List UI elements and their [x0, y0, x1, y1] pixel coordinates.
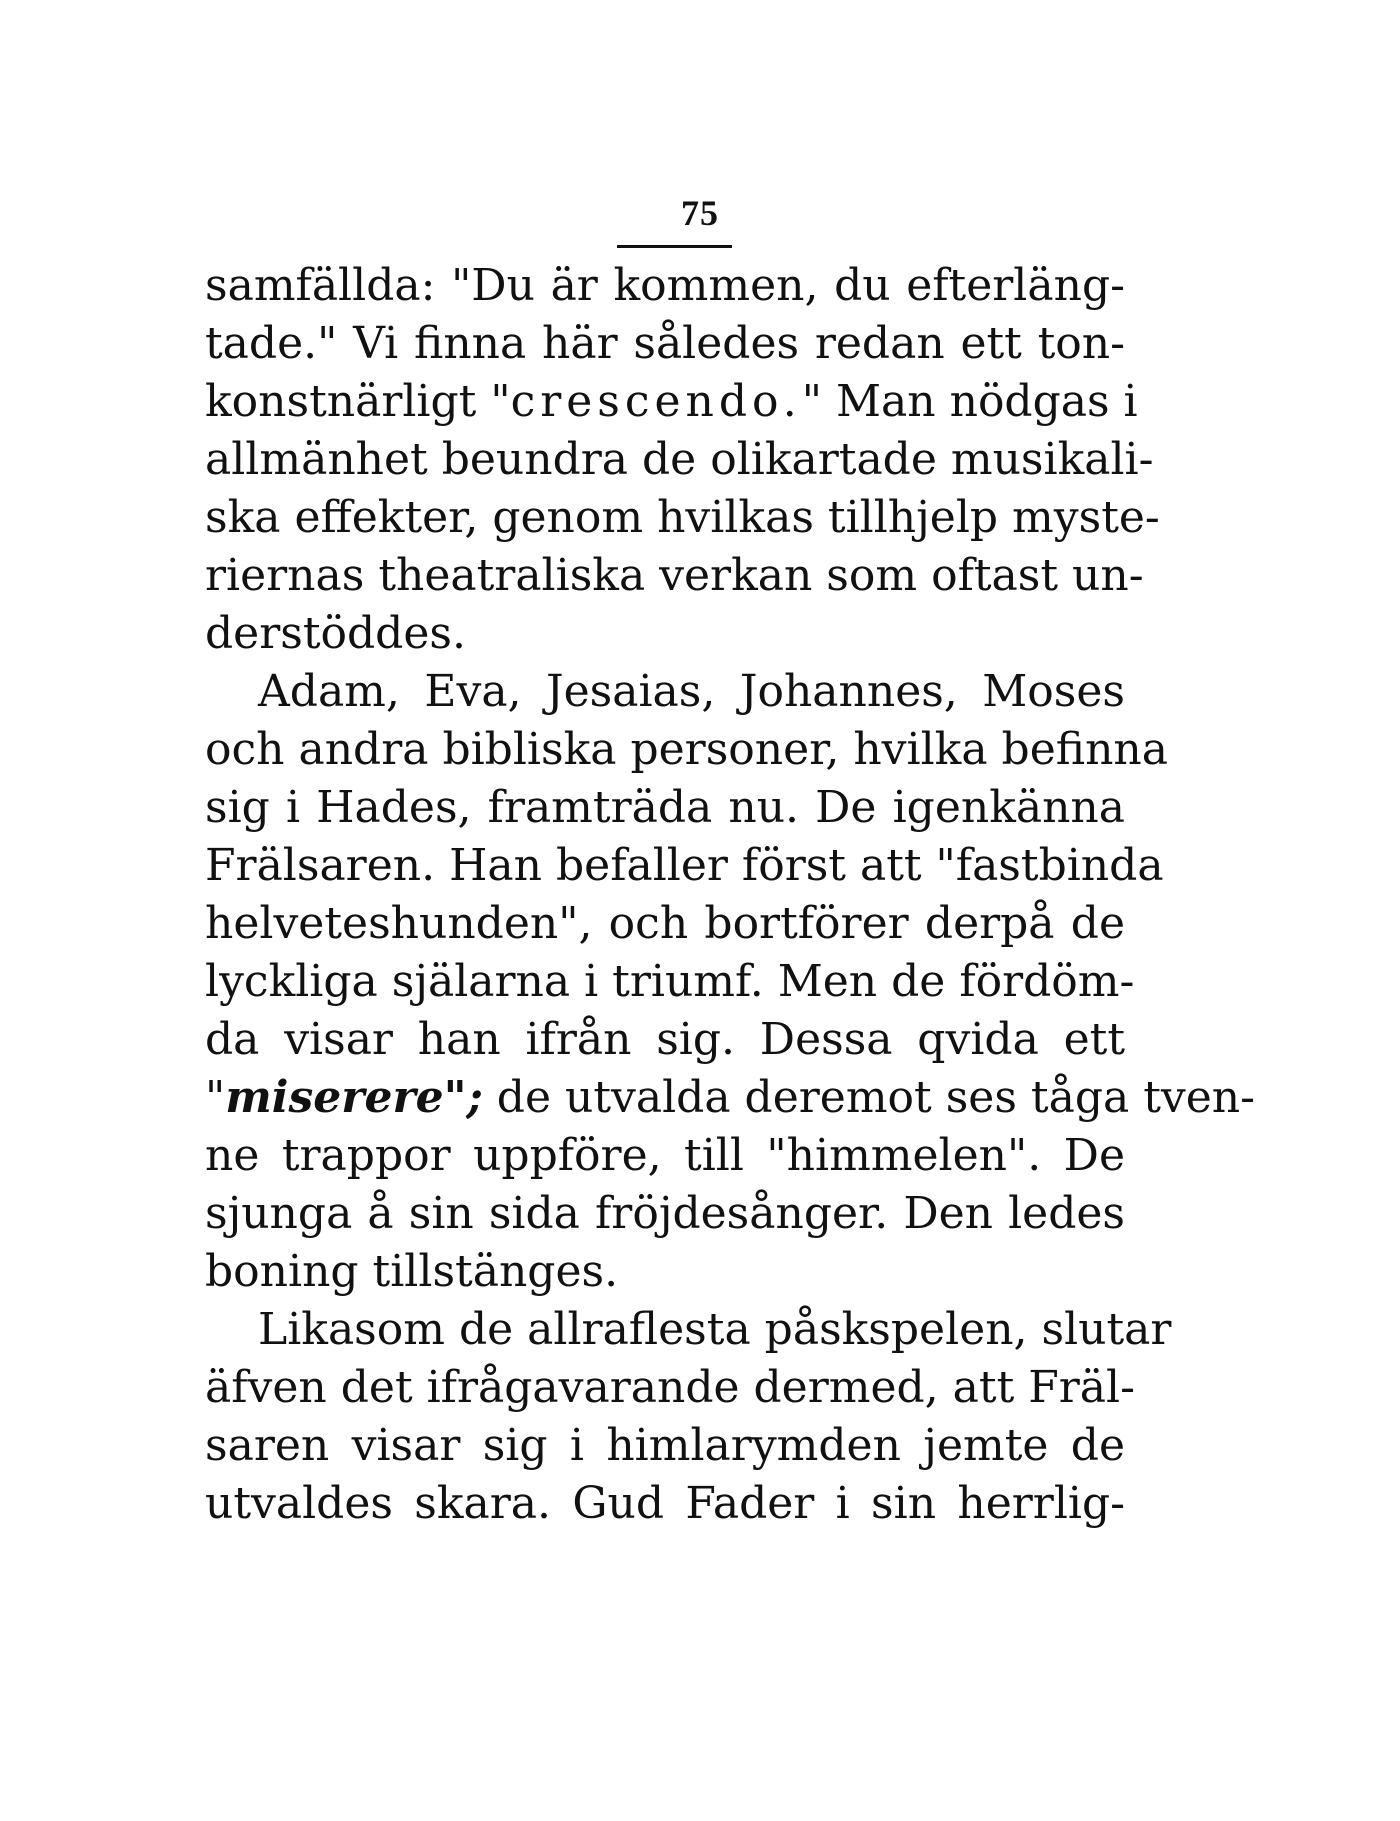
text-line: allmänhet beundra de olikartade musikali-	[205, 434, 1154, 485]
page-number-rule	[617, 245, 732, 248]
page-number: 75	[681, 193, 719, 233]
text-segment: tade." Vi finna här således redan ett ton-	[205, 318, 1125, 369]
text-segment: konstnärligt "	[205, 376, 511, 427]
text-line: saren visar sig i himlarymden jemte de	[205, 1420, 1125, 1471]
text-line: derstöddes.	[205, 608, 466, 659]
text-line: äfven det ifrågavarande dermed, att Fräl-	[205, 1362, 1135, 1413]
text-segment: "	[205, 1072, 226, 1123]
text-segment: de utvalda deremot ses tåga tven-	[482, 1072, 1255, 1123]
spaced-term: crescendo.	[510, 376, 802, 427]
text-line: ne trappor uppföre, till "himmelen". De	[205, 1130, 1125, 1181]
text-line: sig i Hades, framträda nu. De igenkänna	[205, 782, 1125, 833]
text-line: Likasom de allraflesta påskspelen, slutar	[258, 1304, 1172, 1355]
text-segment: " Man nödgas i	[801, 376, 1138, 427]
text-line: Adam, Eva, Jesaias, Johannes, Moses	[258, 666, 1125, 717]
text-line: ska effekter, genom hvilkas tillhjelp myste-	[205, 492, 1160, 543]
text-line: helveteshunden", och bortförer derpå de	[205, 898, 1125, 949]
text-line: Frälsaren. Han befaller först att "fastbinda	[205, 840, 1164, 891]
text-line: lyckliga själarna i triumf. Men de fördöm-	[205, 956, 1135, 1007]
text-line: riernas theatraliska verkan som oftast un-	[205, 550, 1144, 601]
text-line: och andra bibliska personer, hvilka befinna	[205, 724, 1168, 775]
text-line	[205, 315, 1125, 373]
text-line: da visar han ifrån sig. Dessa qvida ett	[205, 1014, 1125, 1065]
text-line: samfällda: "Du är kommen, du efterläng-	[205, 260, 1125, 311]
text-line: boning tillstänges.	[205, 1246, 619, 1297]
text-line	[205, 1069, 1255, 1127]
text-line	[205, 373, 1138, 431]
text-line: utvaldes skara. Gud Fader i sin herrlig-	[205, 1478, 1125, 1529]
italic-term: miserere";	[225, 1072, 483, 1123]
text-line: sjunga å sin sida fröjdesånger. Den ledes	[205, 1188, 1125, 1239]
